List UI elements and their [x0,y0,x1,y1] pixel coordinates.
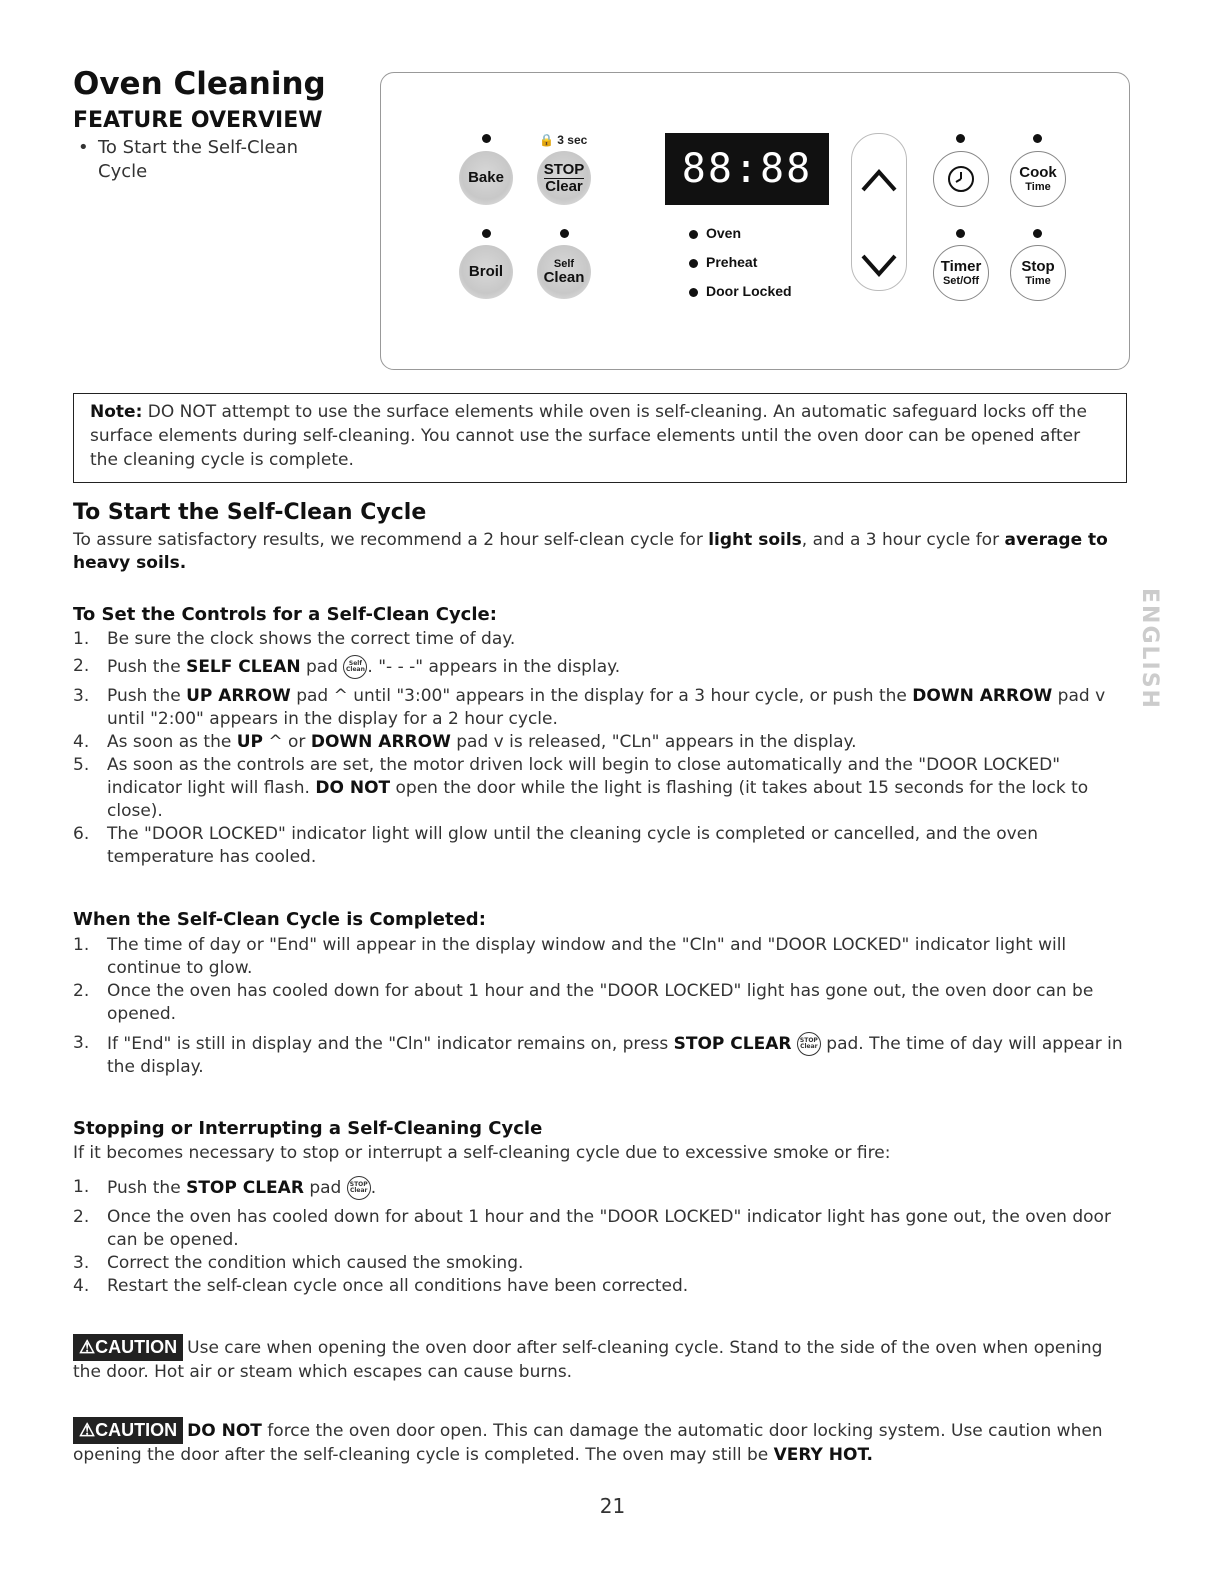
self-clean-pad[interactable]: Self Clean [537,245,591,299]
lock-icon: 🔒 [539,133,554,147]
page-title: Oven Cleaning [73,66,326,102]
completed-list [73,934,1123,1079]
preheat-indicator: Preheat [689,254,757,270]
start-intro: To assure satisfactory results, we recommend a 2 hour self-clean cycle for light soils, and a 3 hour cycle for average to heavy soils. [73,530,1108,573]
list-item: 4. As soon as the UP ^ or DOWN ARROW pad v is released, "CLn" appears in the display. [73,732,857,752]
list-item: 1. The time of day or "End" will appear in the display window and the "Cln" and "DOOR LOCKED" indicator light will continue to glow. [73,935,1067,978]
arrow-pad-group [851,133,907,291]
note-box: Note: DO NOT attempt to use the surface elements while oven is self-cleaning. An automatic safeguard locks off the surface elements during self-cleaning. You cannot use the surface elements until the oven door can be opened after the cleaning cycle is complete. [73,393,1127,483]
section-subtitle: FEATURE OVERVIEW [73,108,323,133]
caution-1: ⚠CAUTION Use care when opening the oven door after self-cleaning cycle. Stand to the side of the oven when opening the door. Hot air or steam which escapes can cause burns. [73,1334,1123,1384]
stopping-list [73,1176,1123,1298]
overview-bullet: • To Start the Self-Clean Cycle [78,137,299,182]
completed-heading: When the Self-Clean Cycle is Completed: [73,909,486,930]
stop-time-pad[interactable]: Stop Time [1010,245,1066,301]
stop-clear-icon: STOP Clear [347,1176,371,1200]
list-item: 5. As soon as the controls are set, the motor driven lock will begin to close automatically and the "DOOR LOCKED" indicator light will flash. DO NOT open the door while the light is flashing (it takes about 15 seconds for the lock to close). [73,755,1089,821]
timer-pad[interactable]: Timer Set/Off [933,245,989,301]
oven-indicator: Oven [689,225,741,241]
stop-clear-pad[interactable]: STOP Clear [537,151,591,205]
list-item: 1. Push the STOP CLEAR pad STOP Clear . [73,1177,377,1198]
stop-clear-icon: STOP Clear [797,1032,821,1056]
down-arrow-icon [863,256,895,274]
list-item: 3. Correct the condition which caused the smoking. [73,1253,524,1273]
list-item: 6. The "DOOR LOCKED" indicator light will glow until the cleaning cycle is completed or cancelled, and the oven temperature has cooled. [73,824,1038,867]
stopping-intro: If it becomes necessary to stop or interrupt a self-cleaning cycle due to excessive smoke or fire: [73,1143,891,1163]
warning-icon: ⚠ [79,1337,96,1357]
list-item: 3. If "End" is still in display and the "Cln" indicator remains on, press STOP CLEAR STOP Clear pad. The time of day will appear in the display. [73,1033,1123,1077]
control-panel [380,72,1130,370]
caution-badge: ⚠CAUTION [73,1334,183,1361]
language-tab: ENGLISH [1137,588,1162,710]
clock-pad[interactable] [933,151,989,207]
list-item: 2. Once the oven has cooled down for about 1 hour and the "DOOR LOCKED" indicator light has gone out, the oven door can be opened. [73,1207,1111,1250]
warning-icon: ⚠ [79,1420,96,1440]
led-display: 88:88 [665,133,829,205]
cook-time-pad[interactable]: Cook Time [1010,151,1066,207]
list-item: 2. Once the oven has cooled down for about 1 hour and the "DOOR LOCKED" light has gone out, the oven door can be opened. [73,981,1094,1024]
caution-2: ⚠CAUTION DO NOT force the oven door open. This can damage the automatic door locking system. Use caution when opening the door after the self-cleaning cycle is completed. The oven may still be VERY HOT. [73,1417,1123,1467]
lock-label: 🔒 3 sec [539,133,588,147]
clock-icon [946,164,976,194]
stopping-heading: Stopping or Interrupting a Self-Cleaning Cycle [73,1118,543,1139]
list-item: 2. Push the SELF CLEAN pad Self Clean . "- - -" appears in the display. [73,656,621,677]
start-heading: To Start the Self-Clean Cycle [73,500,427,525]
broil-pad[interactable]: Broil [459,245,513,299]
caution-badge: ⚠CAUTION [73,1417,183,1444]
page-number: 21 [599,1494,626,1518]
list-item: 1. Be sure the clock shows the correct time of day. [73,629,516,649]
bake-pad[interactable]: Bake [459,151,513,205]
door-locked-indicator: Door Locked [689,283,792,299]
list-item: 4. Restart the self-clean cycle once all conditions have been corrected. [73,1276,689,1296]
up-arrow-icon [863,172,895,190]
list-item: 3. Push the UP ARROW pad ^ until "3:00" appears in the display for a 3 hour cycle, or push the DOWN ARROW pad v until "2:00" appears in the display for a 2 hour cycle. [73,686,1106,729]
set-controls-list [73,628,1123,869]
self-clean-icon: Self Clean [343,655,367,679]
set-controls-heading: To Set the Controls for a Self-Clean Cycle: [73,604,497,625]
